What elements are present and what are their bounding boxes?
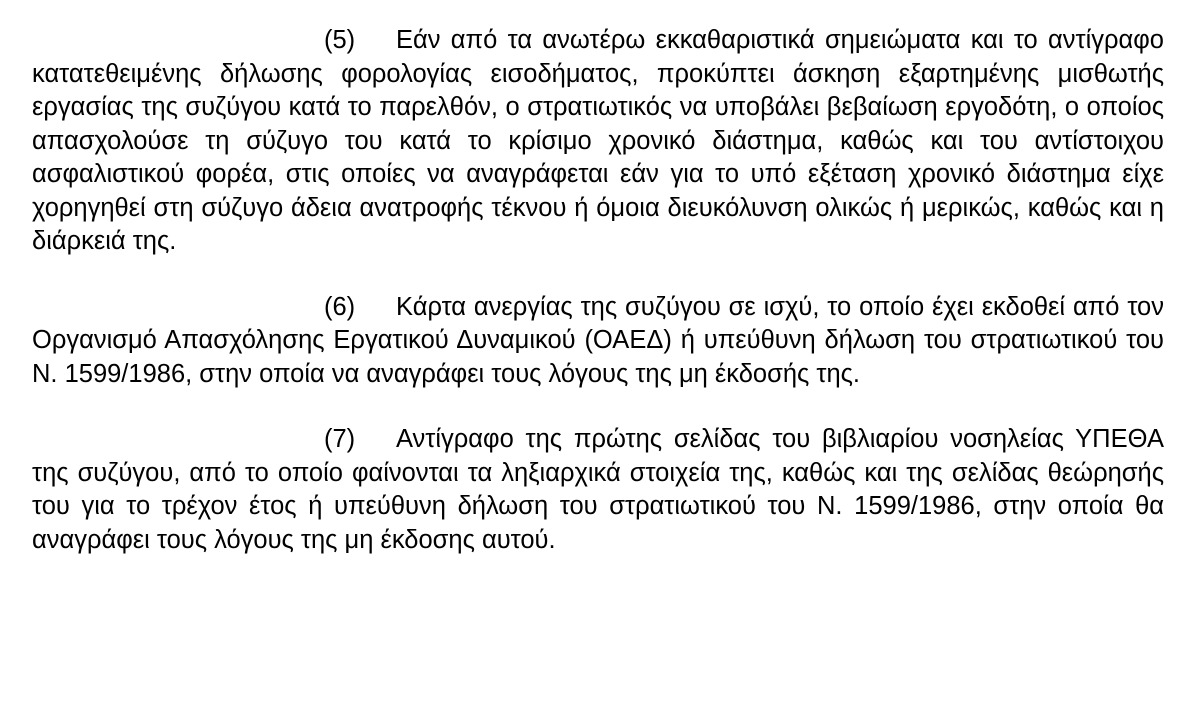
paragraph-6	[32, 291, 1164, 392]
paragraph-7	[32, 423, 1164, 557]
paragraph-number: (6)	[324, 292, 356, 321]
paragraph-number: (5)	[324, 26, 356, 54]
paragraph-text: Αντίγραφο της πρώτης σελίδας του βιβλιαρίου νοσηλείας ΥΠΕΘΑ της συζύγου, από το οποίο φαίνονται τα ληξιαρχικά στοιχεία της, καθώς και της σελίδας θεώρησής του για το τρέχον έτος ή υπεύθυνη δήλωση του στρατιωτικού του Ν. 1599/1986, στην οποία θα αναγράφει τους λόγους της μη έκδοσης αυτού.	[32, 425, 1164, 554]
paragraph-5	[32, 24, 1164, 259]
document-page	[32, 24, 1164, 557]
paragraph-text: Εάν από τα ανωτέρω εκκαθαριστικά σημειώματα και το αντίγραφο κατατεθειμένης δήλωσης φορολογίας εισοδήματος, προκύπτει άσκηση εξαρτημένης μισθωτής εργασίας της συζύγου κατά το παρελθόν, ο στρατιωτικός να υποβάλει βεβαίωση εργοδότη, ο οποίος απασχολούσε τη σύζυγο του κατά το κρίσιμο χρονικό διάστημα, καθώς και του αντίστοιχου ασφαλιστικού φορέα, στις οποίες να αναγράφεται εάν για το υπό εξέταση χρονικό διάστημα είχε χορηγηθεί στη σύζυγο άδεια ανατροφής τέκνου ή όμοια διευκόλυνση ολικώς ή μερικώς, καθώς και η διάρκειά της.	[32, 26, 1164, 255]
paragraph-text: Κάρτα ανεργίας της συζύγου σε ισχύ, το οποίο έχει εκδοθεί από τον Οργανισμό Απασχόλησης Εργατικού Δυναμικού (ΟΑΕΔ) ή υπεύθυνη δήλωση του στρατιωτικού του Ν. 1599/1986, στην οποία να αναγράφει τους λόγους της μη έκδοσής της.	[32, 292, 1164, 388]
paragraph-number: (7)	[324, 425, 356, 453]
